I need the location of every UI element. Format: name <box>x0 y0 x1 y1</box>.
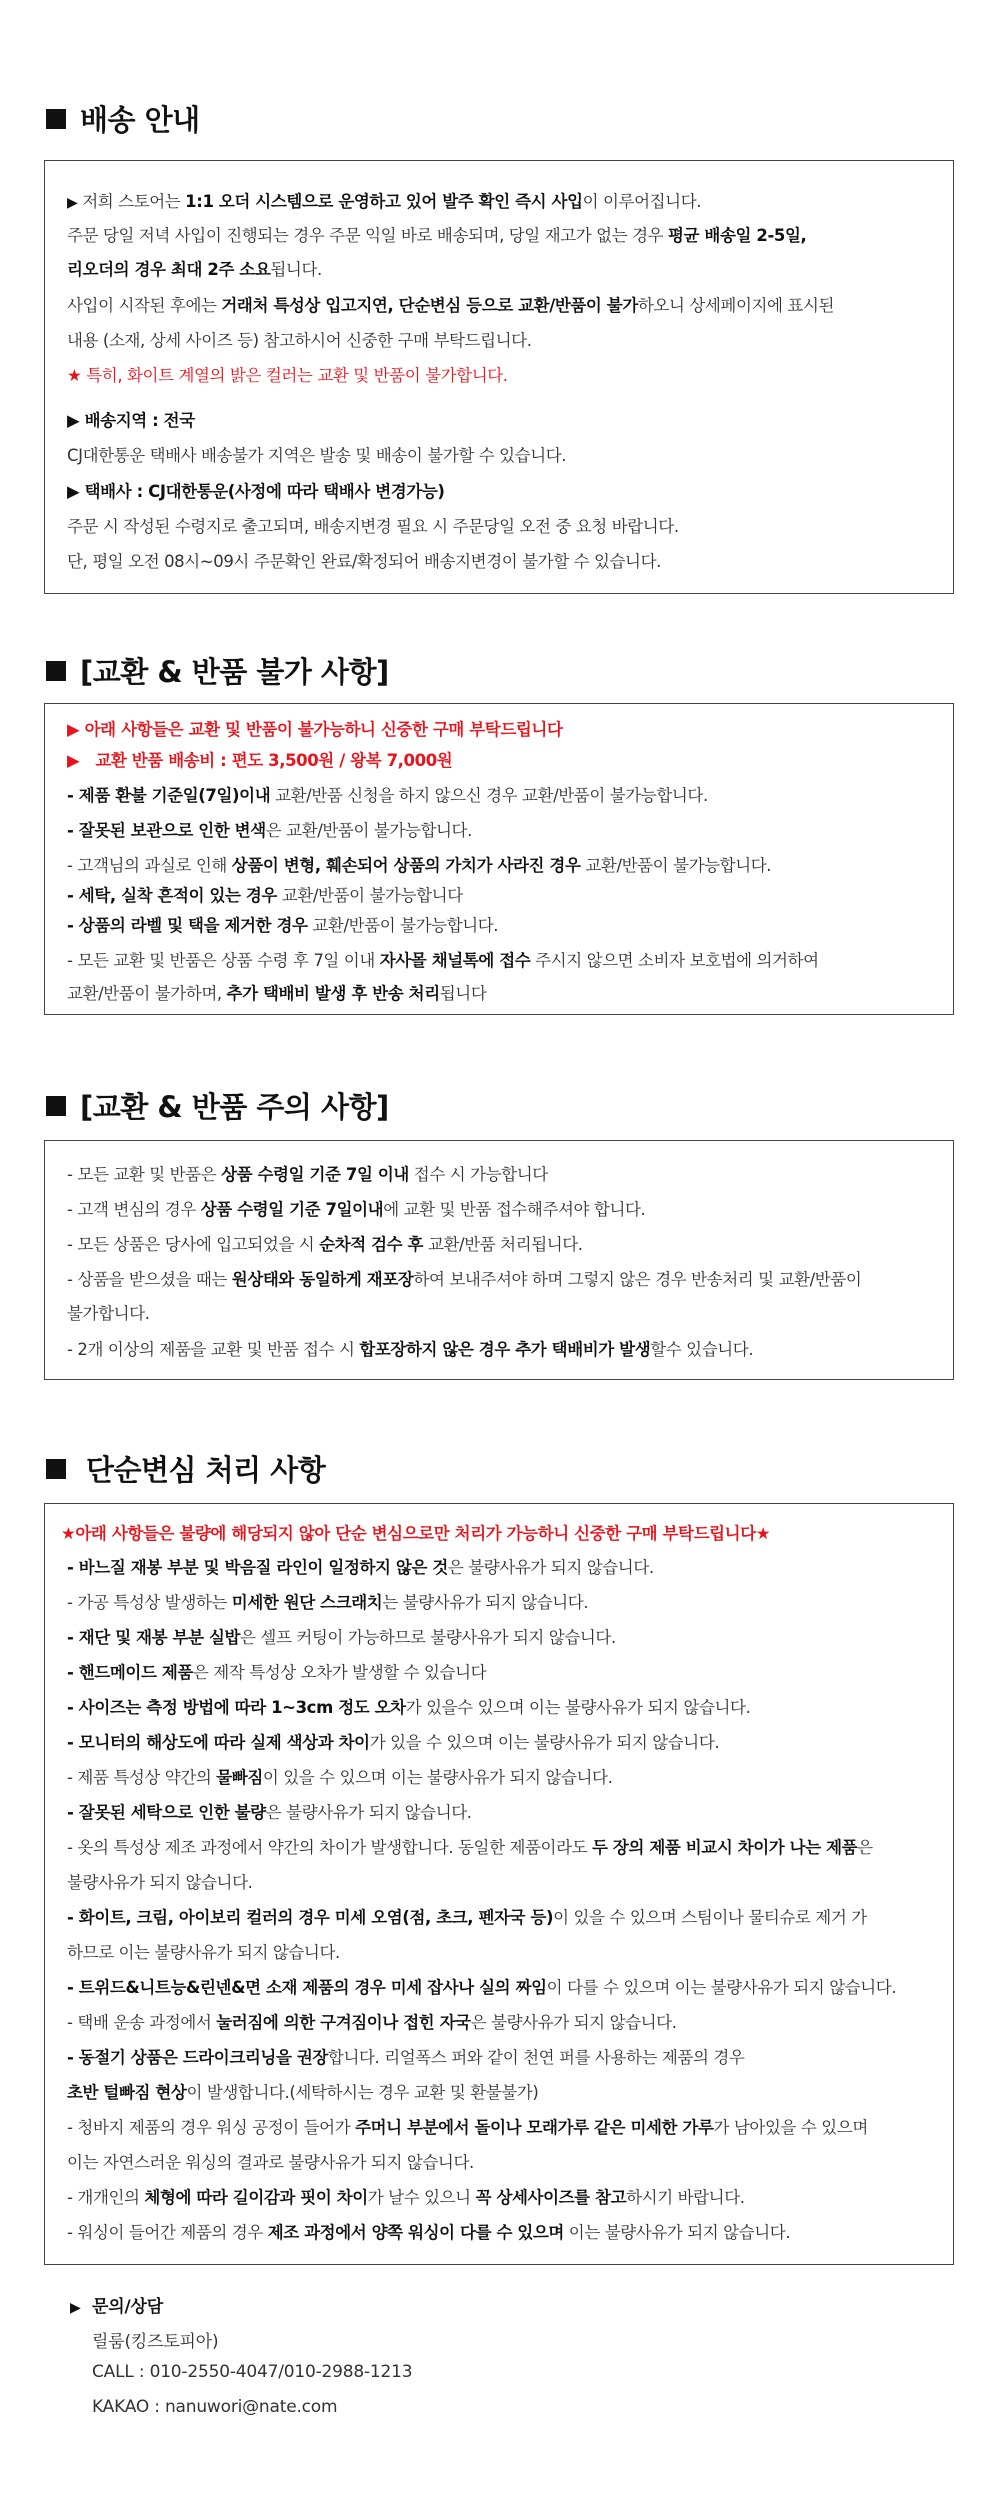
no-return-red-1: ▶ 아래 사항들은 교환 및 반품이 불가능하니 신중한 구매 부탁드립니다 <box>67 720 563 739</box>
caution-box <box>44 1140 954 1380</box>
contact-name: 릴룸(킹즈토피아) <box>92 2332 219 2352</box>
shipping-line-3: 리오더의 경우 최대 2주 소요됩니다. <box>67 260 322 279</box>
simple-line-7: - 제품 특성상 약간의 물빠짐이 있을 수 있으며 이는 불량사유가 되지 않습니다. <box>67 1768 613 1787</box>
triangle-bullet-icon: ▶ <box>67 195 78 211</box>
simple-line-2: - 가공 특성상 발생하는 미세한 원단 스크래치는 불량사유가 되지 않습니다. <box>67 1593 589 1612</box>
caution-line-1: - 모든 교환 및 반품은 상품 수령일 기준 7일 이내 접수 시 가능합니다 <box>67 1165 548 1184</box>
caution-line-6: - 2개 이상의 제품을 교환 및 반품 접수 시 합포장하지 않은 경우 추가 택배비가 발생할수 있습니다. <box>67 1340 754 1359</box>
shipping-line-1: ▶ 저희 스토어는 1:1 오더 시스템으로 운영하고 있어 발주 확인 즉시 사입이 이루어집니다. <box>67 192 702 211</box>
shipping-box <box>44 160 954 594</box>
triangle-bullet-icon: ▶ <box>67 751 85 770</box>
no-return-line-2: - 잘못된 보관으로 인한 변색은 교환/반품이 불가능합니다. <box>67 821 472 840</box>
simple-line-16: 초반 털빠짐 현상이 발생합니다.(세탁하시는 경우 교환 및 환불불가) <box>67 2083 539 2102</box>
simple-line-14: - 택배 운송 과정에서 눌러짐에 의한 구겨짐이나 접힌 자국은 불량사유가 되지 않습니다. <box>67 2013 677 2032</box>
no-return-title: [교환 & 반품 불가 사항] <box>46 650 389 691</box>
no-return-box <box>44 703 954 1015</box>
shipping-title: 배송 안내 <box>46 98 200 139</box>
triangle-bullet-icon: ▶ <box>70 2300 81 2316</box>
caution-line-4: - 상품을 받으셨을 때는 원상태와 동일하게 재포장하여 보내주셔야 하며 그렇지 않은 경우 반송처리 및 교환/반품이 <box>67 1270 862 1289</box>
simple-line-8: - 잘못된 세탁으로 인한 불량은 불량사유가 되지 않습니다. <box>67 1803 472 1822</box>
square-bullet-icon <box>46 1459 66 1479</box>
simple-line-1: - 바느질 재봉 부분 및 박음질 라인이 일정하지 않은 것은 불량사유가 되지 않습니다. <box>67 1558 654 1577</box>
simple-line-9: - 옷의 특성상 제조 과정에서 약간의 차이가 발생합니다. 동일한 제품이라도 두 장의 제품 비교시 차이가 나는 제품은 <box>67 1838 873 1857</box>
no-return-line-3: - 고객님의 과실로 인해 상품이 변형, 훼손되어 상품의 가치가 사라진 경우 교환/반품이 불가능합니다. <box>67 856 772 875</box>
shipping-line-4: 사입이 시작된 후에는 거래처 특성상 입고지연, 단순변심 등으로 교환/반품이 불가하오니 상세페이지에 표시된 <box>67 296 835 315</box>
shipping-region-heading: ▶ 배송지역 : 전국 <box>67 411 195 430</box>
square-bullet-icon <box>46 109 66 129</box>
no-return-line-4: - 세탁, 실착 흔적이 있는 경우 교환/반품이 불가능합니다 <box>67 886 463 905</box>
simple-line-4: - 핸드메이드 제품은 제작 특성상 오차가 발생할 수 있습니다 <box>67 1663 487 1682</box>
simple-line-17: - 청바지 제품의 경우 워싱 공정이 들어가 주머니 부분에서 돌이나 모래가루 같은 미세한 가루가 남아있을 수 있으며 <box>67 2118 868 2137</box>
simple-line-3: - 재단 및 재봉 부분 실밥은 셀프 커팅이 가능하므로 불량사유가 되지 않습니다. <box>67 1628 616 1647</box>
shipping-warning: ★ 특히, 화이트 계열의 밝은 컬러는 교환 및 반품이 불가합니다. <box>67 366 508 385</box>
simple-change-red: ★아래 사항들은 불량에 해당되지 않아 단순 변심으로만 처리가 가능하니 신중한 구매 부탁드립니다★ <box>61 1524 771 1543</box>
square-bullet-icon <box>46 1096 66 1116</box>
no-return-line-7: 교환/반품이 불가하며, 추가 택배비 발생 후 반송 처리됩니다 <box>67 984 487 1003</box>
courier-text-2: 단, 평일 오전 08시~09시 주문확인 완료/확정되어 배송지변경이 불가할 수 있습니다. <box>67 552 661 571</box>
shipping-line-2: 주문 당일 저녁 사입이 진행되는 경우 주문 익일 바로 배송되며, 당일 재고가 없는 경우 평균 배송일 2-5일, <box>67 226 807 245</box>
shipping-line-5: 내용 (소재, 상세 사이즈 등) 참고하시어 신중한 구매 부탁드립니다. <box>67 331 532 350</box>
caution-line-5: 불가합니다. <box>67 1304 150 1323</box>
simple-line-20: - 워싱이 들어간 제품의 경우 제조 과정에서 양쪽 워싱이 다를 수 있으며 이는 불량사유가 되지 않습니다. <box>67 2223 791 2242</box>
no-return-line-1: - 제품 환불 기준일(7일)이내 교환/반품 신청을 하지 않으신 경우 교환/반품이 불가능합니다. <box>67 786 708 805</box>
contact-phone: CALL : 010-2550-4047/010-2988-1213 <box>92 2362 413 2382</box>
courier-text-1: 주문 시 작성된 수령지로 출고되며, 배송지변경 필요 시 주문당일 오전 중 요청 바랍니다. <box>67 517 679 536</box>
simple-line-19: - 개개인의 체형에 따라 길이감과 핏이 차이가 날수 있으니 꼭 상세사이즈를 참고하시기 바랍니다. <box>67 2188 745 2207</box>
simple-line-15: - 동절기 상품은 드라이크리닝을 권장합니다. 리얼폭스 퍼와 같이 천연 퍼를 사용하는 제품의 경우 <box>67 2048 745 2067</box>
simple-change-title: 단순변심 처리 사항 <box>46 1448 325 1489</box>
simple-change-box <box>44 1503 954 2265</box>
caution-title: [교환 & 반품 주의 사항] <box>46 1085 389 1126</box>
contact-kakao: KAKAO : nanuwori@nate.com <box>92 2397 338 2417</box>
simple-line-10: 불량사유가 되지 않습니다. <box>67 1873 253 1892</box>
caution-line-3: - 모든 상품은 당사에 입고되었을 시 순차적 검수 후 교환/반품 처리됩니다. <box>67 1235 583 1254</box>
caution-line-2: - 고객 변심의 경우 상품 수령일 기준 7일이내에 교환 및 반품 접수해주셔야 합니다. <box>67 1200 646 1219</box>
simple-line-18: 이는 자연스러운 워싱의 결과로 불량사유가 되지 않습니다. <box>67 2153 474 2172</box>
triangle-bullet-icon: ▶ <box>67 720 85 739</box>
simple-line-11: - 화이트, 크림, 아이보리 컬러의 경우 미세 오염(점, 초크, 펜자국 등)이 있을 수 있으며 스팀이나 물티슈로 제거 가 <box>67 1908 867 1927</box>
simple-line-6: - 모니터의 해상도에 따라 실제 색상과 차이가 있을 수 있으며 이는 불량사유가 되지 않습니다. <box>67 1733 720 1752</box>
contact-heading: ▶ 문의/상담 <box>70 2297 163 2317</box>
simple-line-5: - 사이즈는 측정 방법에 따라 1~3cm 정도 오차가 있을수 있으며 이는 불량사유가 되지 않습니다. <box>67 1698 751 1717</box>
no-return-line-6: - 모든 교환 및 반품은 상품 수령 후 7일 이내 자사몰 채널톡에 접수 주시지 않으면 소비자 보호법에 의거하여 <box>67 951 819 970</box>
no-return-line-5: - 상품의 라벨 및 택을 제거한 경우 교환/반품이 불가능합니다. <box>67 916 499 935</box>
simple-line-13: - 트위드&니트능&린넨&면 소재 제품의 경우 미세 잡사나 실의 짜임이 다를 수 있으며 이는 불량사유가 되지 않습니다. <box>67 1978 897 1997</box>
shipping-region-text: CJ대한통운 택배사 배송불가 지역은 발송 및 배송이 불가할 수 있습니다. <box>67 446 567 465</box>
simple-line-12: 하므로 이는 불량사유가 되지 않습니다. <box>67 1943 340 1962</box>
courier-heading: ▶ 택배사 : CJ대한통운(사정에 따라 택배사 변경가능) <box>67 482 445 501</box>
square-bullet-icon <box>46 661 66 681</box>
no-return-red-2: ▶ 교환 반품 배송비 : 편도 3,500원 / 왕복 7,000원 <box>67 751 453 770</box>
